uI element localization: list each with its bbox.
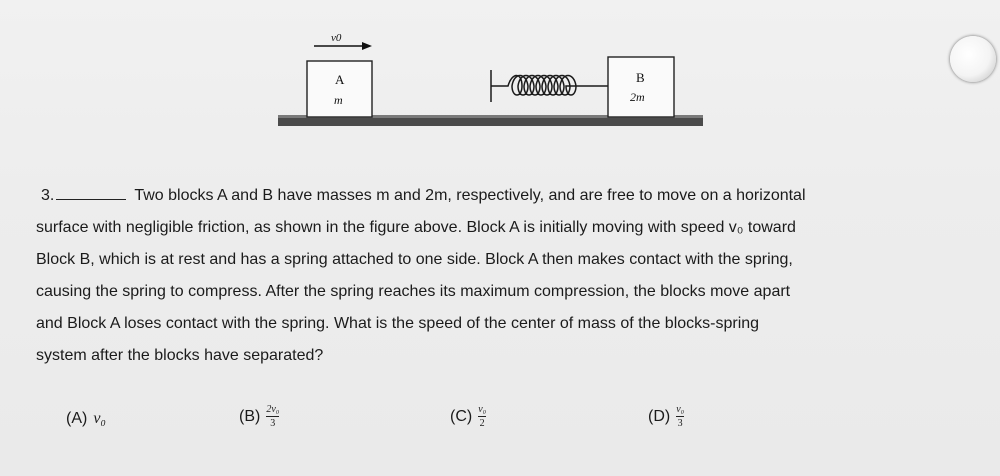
question-number: 3. (41, 187, 55, 204)
choice-d-fraction (676, 404, 684, 429)
velocity-label: v0 (331, 32, 342, 44)
choice-d-letter: (D) (648, 407, 671, 425)
choice-b[interactable] (239, 404, 279, 429)
block-a-label: A (335, 72, 345, 87)
choice-c-numerator: v₀ (478, 404, 487, 415)
question-line-3: Block B, which is at rest and has a spring attached to one side. Block A then makes contact with the spring, (36, 251, 793, 268)
choice-b-denominator: 3 (270, 418, 276, 429)
question-line-5: and Block A loses contact with the spring. What is the speed of the center of mass of the blocks-spring (36, 315, 760, 332)
choice-a[interactable] (66, 410, 106, 428)
question-line-6: system after the blocks have separated? (36, 347, 324, 364)
page-corner-shadow (950, 36, 996, 82)
choice-c-denominator: 2 (479, 418, 485, 429)
choice-c[interactable] (450, 404, 486, 429)
block-b (608, 57, 674, 117)
choice-d-denominator: 3 (677, 418, 683, 429)
block-a-mass: m (334, 93, 343, 107)
answer-choices (0, 404, 1000, 444)
spring (491, 70, 608, 102)
choice-b-numerator: 2v₀ (266, 404, 280, 415)
block-a (307, 61, 372, 117)
block-b-label: B (636, 70, 645, 85)
choice-d-numerator: v₀ (676, 404, 685, 415)
choice-d[interactable] (648, 404, 684, 429)
choice-c-fraction (478, 404, 486, 429)
choice-a-value: v₀ (93, 410, 106, 427)
question-line-4: causing the spring to compress. After the spring reaches its maximum compression, the blocks move apart (36, 283, 791, 300)
floor-surface (278, 117, 703, 126)
choice-a-letter: (A) (66, 410, 88, 427)
choice-b-letter: (B) (239, 407, 261, 425)
answer-blank (56, 187, 126, 200)
choice-c-letter: (C) (450, 407, 473, 425)
physics-figure (0, 0, 1000, 150)
question-line-2: surface with negligible friction, as shown in the figure above. Block A is initially moving with speed v₀ toward (36, 219, 796, 236)
choice-b-fraction (266, 404, 279, 429)
block-b-mass: 2m (630, 90, 645, 104)
question-line-1: Two blocks A and B have masses m and 2m, respectively, and are free to move on a horizontal (134, 187, 806, 204)
